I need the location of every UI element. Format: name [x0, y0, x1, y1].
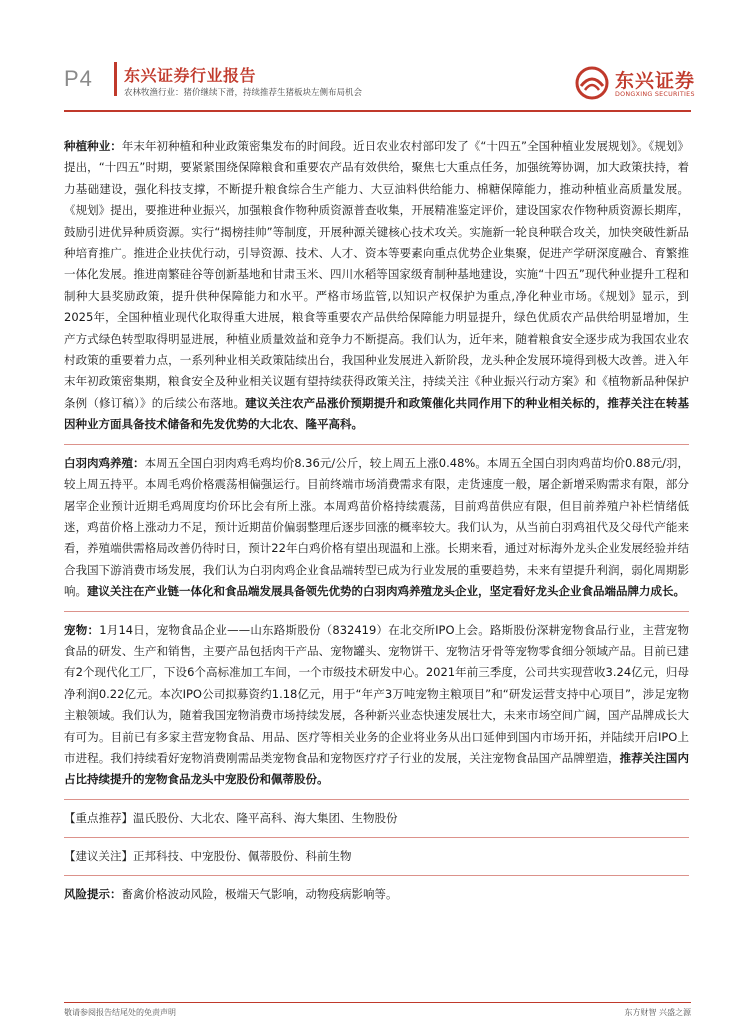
- risk-paragraph: [64, 884, 689, 905]
- broiler-recommendation: 建议关注在产业链一体化和食品端发展具备领先优势的白羽肉鸡养殖龙头企业，坚定看好龙头企业食品端品牌力成长。: [87, 584, 685, 599]
- footer-slogan: 东方财智 兴盛之源: [624, 1008, 691, 1017]
- broiler-heading: 白羽肉鸡养殖：: [64, 455, 145, 470]
- pet-heading: 宠物：: [64, 622, 100, 637]
- section-divider: [64, 837, 689, 838]
- pet-text: 1月14日，宠物食品企业——山东路斯股份（832419）在北交所IPO上会。路斯股份深耕宠物食品行业，主营宠物食品的研发、生产和销售，主要产品包括肉干产品、宠物罐头、宠物饼干、宠物洁牙骨等宠物零食细分领域产品。目前已建有2个现代化工厂，下设6个高标准加工车间，一个市级技术研发中心。2021年前三季度，公司共实现营收3.24亿元，归母净利润0.22亿元。本次IPO公司拟募资约1.18亿元，用于“年产3万吨宠物主粮项目”和“研发运营支持中心项目”，涉足宠物主粮领域。我们认为，随着我国宠物消费市场持续发展，各种新兴业态快速发展壮大，未来市场空间广阔，国产品牌成长大有可为。目前已有多家主营宠物食品、用品、医疗等相关业务的企业将业务从出口延伸到国内市场开拓，并陆续开启IPO上市进程。我们持续看好宠物消费刚需品类宠物食品和宠物医疗疗子行业的发展，关注宠物食品国产品牌塑造，: [64, 622, 690, 765]
- broiler-paragraph: [64, 453, 689, 603]
- seed-industry-text: 年末年初种植和种业政策密集发布的时间段。近日农业农村部印发了《“十四五”全国种植业发展规划》。《规划》提出，“十四五”时期，要紧紧围绕保障粮食和重要农产品有效供给，聚焦七大重点任务，加强统筹协调，加大政策扶持，着力基础建设，强化科技支撑，不断提升粮食综合生产能力、大豆油料供给能力、棉糖保障能力，推动种植业高质量发展。《规划》提出，要推进种业振兴，加强粮食作物种质资源普查收集，开展精准鉴定评价，建设国家农作物种质资源长期库，鼓励引进优异种质资源。实行“揭榜挂帅”等制度，开展种源关键核心技术攻关。实施新一轮良种联合攻关，加快突破性新品种培育推广。推进企业扶优行动，引导资源、技术、人才、资本等要素向重点优势企业集聚，促进产学研深度融合、育繁推一体化发展。推进南繁硅谷等创新基地和甘肃玉米、四川水稻等国家级育制种基地建设，实施“十四五”现代种业提升工程和制种大县奖励政策，提升供种保障能力和水平。严格市场监管,以知识产权保护为重点,净化种业市场。《规划》显示，到2025年，全国种植业现代化取得重大进展，粮食等重要农产品供给保障能力明显提升，绿色优质农产品供给明显增加，生产方式绿色转型取得明显进展，种植业质量效益和竞争力不断提高。我们认为，近年来，随着粮食安全逐步成为我国农业农村政策的重要着力点，一系列种业相关政策陆续出台，我国种业发展进入新阶段，龙头种企发展环境得到极大改善。进入年末年初政策密集期，粮食安全及种业相关议题有望持续获得政策关注，持续关注《种业振兴行动方案》和《植物新品种保护条例（修订稿）》的后续公布落地。: [64, 139, 689, 410]
- header-rule: [64, 110, 691, 112]
- logo-mark-icon: [575, 66, 609, 100]
- pet-paragraph: [64, 620, 689, 791]
- seed-industry-heading: 种植种业：: [64, 139, 122, 153]
- section-divider: [64, 611, 689, 612]
- report-subtitle: 农林牧渔行业：猪价继续下滑，持续推荐生猪板块左侧布局机会: [124, 88, 363, 98]
- report-body: [64, 136, 689, 913]
- key-picks: 【重点推荐】温氏股份、大北农、隆平高科、海大集团、生物股份: [64, 810, 398, 825]
- section-divider: [64, 875, 689, 876]
- report-header: [0, 0, 755, 112]
- logo-text-cn: 东兴证券: [615, 70, 696, 92]
- section-divider: [64, 444, 689, 445]
- watch-list: 【建议关注】正邦科技、中宠股份、佩蒂股份、科前生物: [64, 848, 352, 863]
- report-title: 东兴证券行业报告: [124, 66, 257, 85]
- logo-text-en: DONGXING SECURITIES: [615, 91, 695, 98]
- footer-rule: [64, 1002, 691, 1003]
- seed-industry-recommendation: 建议关注农产品涨价预期提升和政策催化共同作用下的种业相关标的，推荐关注在转基因种业方面具备技术储备和先发优势的大北农、隆平高科。: [64, 395, 690, 432]
- seed-industry-paragraph: [64, 136, 689, 436]
- pet-recommendation: 推荐关注国内占比持续提升的宠物食品龙头中宠股份和佩蒂股份。: [64, 750, 690, 787]
- page-number: P4: [64, 66, 93, 91]
- section-divider: [64, 799, 689, 800]
- risk-text: 畜禽价格波动风险，极端天气影响，动物疫病影响等。: [121, 886, 398, 901]
- header-accent-bar: [114, 62, 117, 96]
- broiler-text: 本周五全国白羽肉鸡毛鸡均价8.36元/公斤，较上周五上涨0.48%。本周五全国白羽肉鸡苗均价0.88元/羽，较上周五持平。本周毛鸡价格震荡相偏强运行。目前终端市场消费需求有限，走货速度一般，屠企新增采购需求有限，部分屠宰企业预计近期毛鸡周度均价环比会有所上涨。本周鸡苗价格持续震荡，目前鸡苗供应有限，但目前养殖户补栏情绪低迷，鸡苗价格上涨动力不足，预计近期苗价偏弱整理后逐步回涨的概率较大。我们认为，从当前白羽鸡祖代及父母代产能来看，养殖端供需格局改善仍待时日，预计22年白鸡价格有望出现温和上涨。长期来看，通过对标海外龙头企业发展经验并结合我国下游消费市场发展，我们认为白羽肉鸡企业食品端转型已成为行业发展的重要趋势，未来有望提升利润，弱化周期影响。: [64, 455, 689, 599]
- disclaimer-note: 敬请参阅报告结尾处的免责声明: [64, 1008, 176, 1017]
- company-logo: [575, 64, 700, 104]
- risk-heading: 风险提示：: [64, 886, 122, 901]
